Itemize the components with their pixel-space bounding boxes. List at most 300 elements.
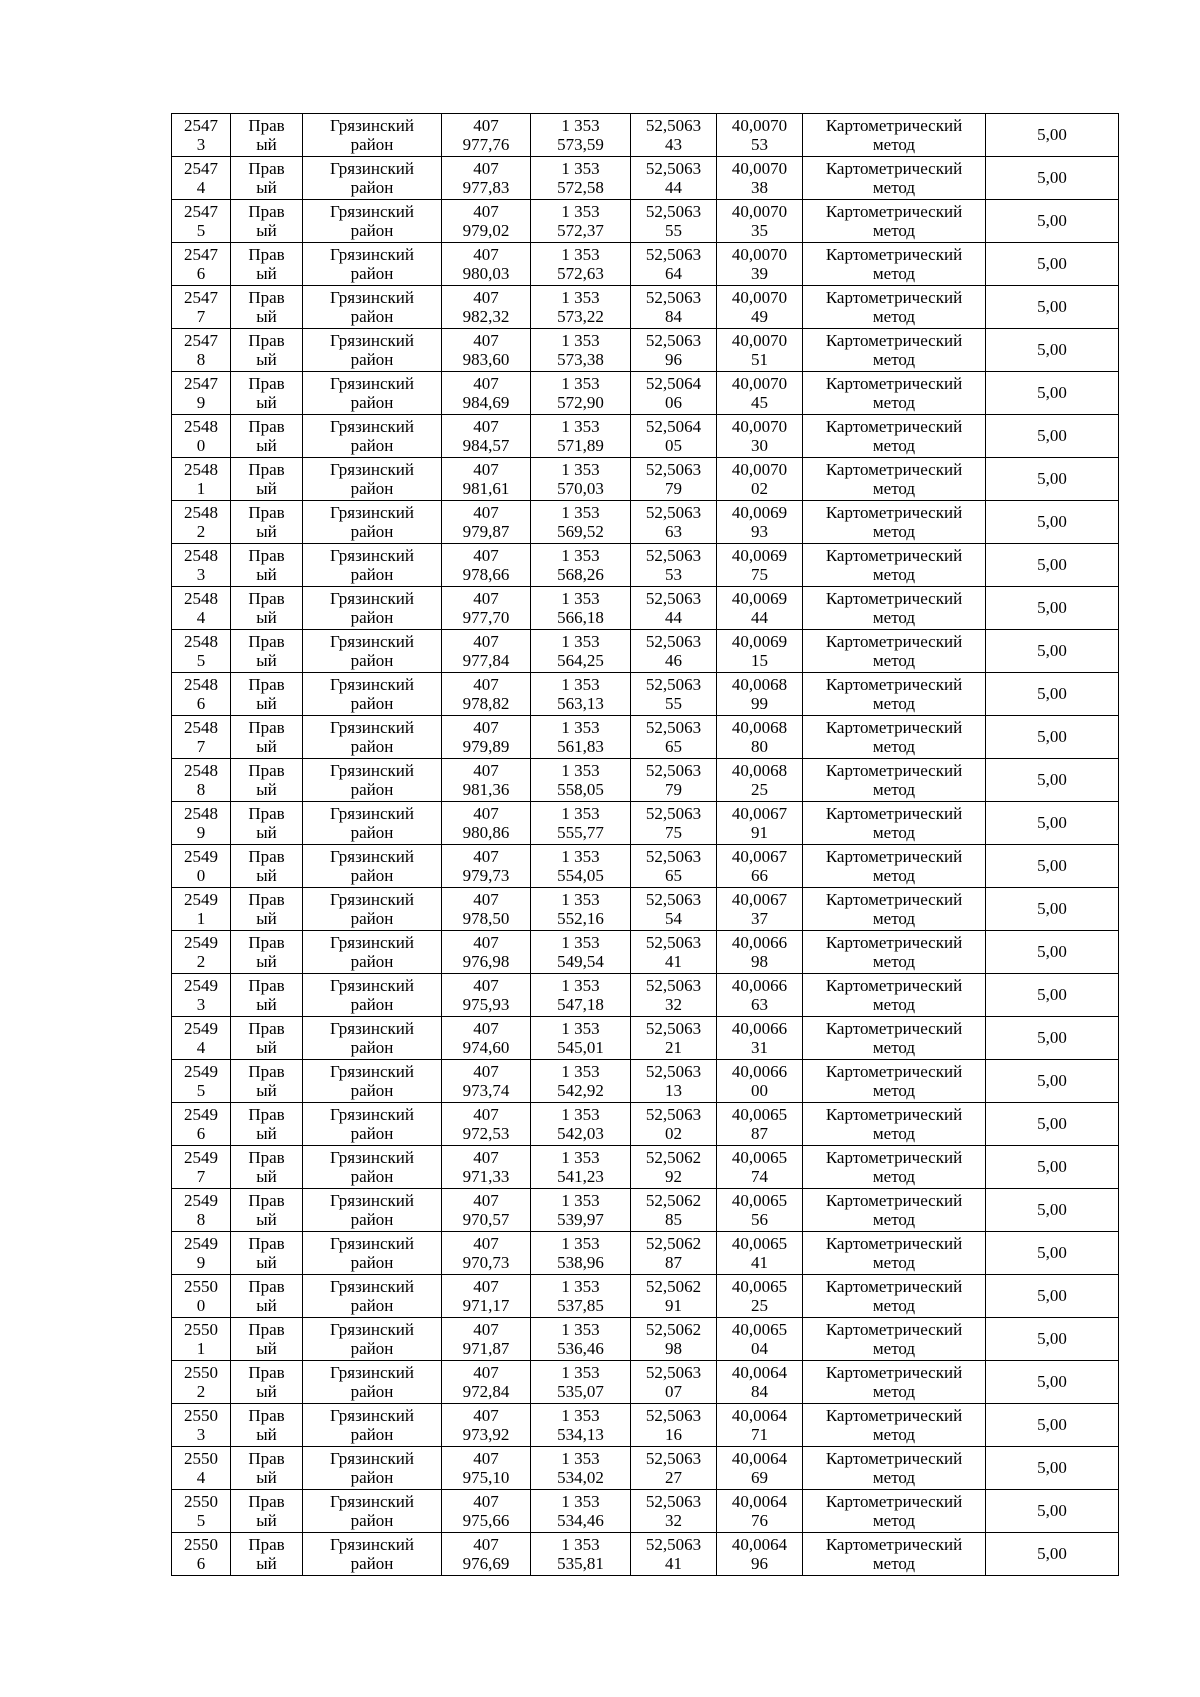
point-number-line: 9 (196, 823, 206, 842)
x-coordinate-line: 407 (473, 1362, 499, 1382)
y-coordinate-line: 572,90 (557, 393, 604, 412)
x-coordinate-line: 978,50 (462, 909, 510, 928)
district-line: район (350, 952, 394, 971)
point-number-cell (172, 501, 231, 544)
side-cell (231, 845, 303, 888)
y-coordinate-line: 542,92 (557, 1081, 604, 1100)
x-coordinate-cell (442, 329, 531, 372)
side-line: ый (256, 1468, 277, 1487)
side-line: ый (256, 780, 277, 799)
longitude-line: 40,0064 (731, 1448, 788, 1468)
accuracy-cell: 5,00 (986, 1361, 1119, 1404)
table-row (172, 1189, 1119, 1232)
accuracy-cell: 5,00 (986, 1490, 1119, 1533)
district-line: район (350, 995, 394, 1014)
y-coordinate-line: 1 353 (561, 1491, 600, 1511)
side-line: ый (256, 221, 277, 240)
side-line: Прав (248, 1362, 285, 1382)
longitude-line: 40,0064 (731, 1405, 788, 1425)
side-line: ый (256, 1253, 277, 1272)
district-cell (303, 157, 442, 200)
y-coordinate-line: 572,37 (557, 221, 604, 240)
point-number-line: 2547 (184, 287, 218, 307)
point-number-line: 2548 (184, 760, 218, 780)
district-cell (303, 501, 442, 544)
point-number-cell (172, 1490, 231, 1533)
longitude-line: 93 (751, 522, 768, 541)
y-coordinate-line: 542,03 (557, 1124, 604, 1143)
side-line: Прав (248, 545, 285, 565)
point-number-line: 2548 (184, 631, 218, 651)
point-number-cell (172, 888, 231, 931)
point-number-cell (172, 673, 231, 716)
x-coordinate-line: 407 (473, 1147, 499, 1167)
method-cell (803, 587, 986, 630)
side-line: Прав (248, 846, 285, 866)
point-number-line: 2549 (184, 932, 218, 952)
table-row (172, 544, 1119, 587)
district-cell (303, 630, 442, 673)
district-line: район (350, 1554, 394, 1573)
accuracy-cell: 5,00 (986, 114, 1119, 157)
longitude-line: 40,0065 (731, 1233, 788, 1253)
side-line: ый (256, 1124, 277, 1143)
side-line: ый (256, 565, 277, 584)
y-coordinate-line: 1 353 (561, 1233, 600, 1253)
latitude-cell (631, 587, 717, 630)
side-line: Прав (248, 803, 285, 823)
latitude-cell (631, 1404, 717, 1447)
district-line: Грязинский (330, 416, 414, 436)
x-coordinate-line: 407 (473, 631, 499, 651)
district-cell (303, 931, 442, 974)
y-coordinate-line: 1 353 (561, 846, 600, 866)
table-row (172, 888, 1119, 931)
point-number-line: 2550 (184, 1362, 218, 1382)
latitude-line: 96 (665, 350, 682, 369)
latitude-line: 52,5063 (645, 1491, 702, 1511)
x-coordinate-cell (442, 1146, 531, 1189)
longitude-line: 40,0067 (731, 803, 788, 823)
y-coordinate-line: 537,85 (557, 1296, 604, 1315)
point-number-cell (172, 587, 231, 630)
latitude-line: 41 (665, 1554, 682, 1573)
latitude-line: 27 (665, 1468, 682, 1487)
latitude-line: 55 (665, 221, 682, 240)
district-line: Грязинский (330, 1276, 414, 1296)
latitude-line: 52,5063 (645, 975, 702, 995)
side-cell (231, 114, 303, 157)
method-line: Картометрический (825, 588, 963, 608)
method-cell (803, 286, 986, 329)
method-line: Картометрический (825, 502, 963, 522)
point-number-cell (172, 544, 231, 587)
x-coordinate-line: 407 (473, 1534, 499, 1554)
accuracy-cell: 5,00 (986, 1232, 1119, 1275)
latitude-line: 13 (665, 1081, 682, 1100)
district-cell (303, 974, 442, 1017)
method-cell (803, 1447, 986, 1490)
y-coordinate-cell (531, 1533, 631, 1576)
side-cell (231, 1103, 303, 1146)
latitude-line: 52,5063 (645, 158, 702, 178)
longitude-line: 40,0070 (731, 115, 788, 135)
method-line: Картометрический (825, 459, 963, 479)
point-number-line: 2547 (184, 330, 218, 350)
district-line: район (350, 350, 394, 369)
x-coordinate-line: 977,76 (462, 135, 510, 154)
side-cell (231, 415, 303, 458)
table-row (172, 1404, 1119, 1447)
latitude-cell (631, 1189, 717, 1232)
longitude-line: 41 (751, 1253, 768, 1272)
point-number-line: 2548 (184, 803, 218, 823)
district-line: район (350, 1468, 394, 1487)
point-number-cell (172, 372, 231, 415)
latitude-line: 32 (665, 1511, 682, 1530)
table-row (172, 372, 1119, 415)
point-number-line: 4 (196, 1468, 206, 1487)
point-number-line: 2549 (184, 1018, 218, 1038)
latitude-line: 43 (665, 135, 682, 154)
y-coordinate-cell (531, 1103, 631, 1146)
longitude-line: 40,0070 (731, 416, 788, 436)
point-number-line: 3 (196, 995, 206, 1014)
x-coordinate-cell (442, 1060, 531, 1103)
y-coordinate-line: 573,59 (557, 135, 604, 154)
point-number-cell (172, 1404, 231, 1447)
district-line: Грязинский (330, 1147, 414, 1167)
district-line: Грязинский (330, 502, 414, 522)
district-line: Грязинский (330, 1534, 414, 1554)
method-line: Картометрический (825, 287, 963, 307)
point-number-line: 6 (196, 264, 206, 283)
method-cell (803, 716, 986, 759)
y-coordinate-cell (531, 759, 631, 802)
side-line: ый (256, 178, 277, 197)
y-coordinate-line: 1 353 (561, 158, 600, 178)
point-number-cell (172, 114, 231, 157)
district-cell (303, 888, 442, 931)
latitude-line: 64 (665, 264, 682, 283)
y-coordinate-line: 564,25 (557, 651, 604, 670)
latitude-line: 06 (665, 393, 682, 412)
latitude-cell (631, 888, 717, 931)
latitude-line: 52,5063 (645, 545, 702, 565)
latitude-cell (631, 1275, 717, 1318)
district-cell (303, 1103, 442, 1146)
method-line: Картометрический (825, 1104, 963, 1124)
latitude-line: 07 (665, 1382, 682, 1401)
y-coordinate-line: 1 353 (561, 1061, 600, 1081)
y-coordinate-cell (531, 888, 631, 931)
table-row (172, 286, 1119, 329)
y-coordinate-line: 1 353 (561, 1534, 600, 1554)
y-coordinate-line: 1 353 (561, 588, 600, 608)
district-cell (303, 458, 442, 501)
method-line: метод (872, 1124, 916, 1143)
method-line: Картометрический (825, 1061, 963, 1081)
y-coordinate-line: 1 353 (561, 1190, 600, 1210)
latitude-cell (631, 974, 717, 1017)
x-coordinate-cell (442, 931, 531, 974)
method-cell (803, 1060, 986, 1103)
longitude-line: 40,0070 (731, 201, 788, 221)
district-line: район (350, 221, 394, 240)
district-line: район (350, 1253, 394, 1272)
y-coordinate-line: 534,46 (557, 1511, 604, 1530)
district-line: Грязинский (330, 717, 414, 737)
x-coordinate-line: 407 (473, 1190, 499, 1210)
point-number-cell (172, 630, 231, 673)
x-coordinate-line: 983,60 (462, 350, 510, 369)
point-number-line: 9 (196, 1253, 206, 1272)
accuracy-cell: 5,00 (986, 716, 1119, 759)
method-cell (803, 372, 986, 415)
point-number-cell (172, 716, 231, 759)
side-line: Прав (248, 1534, 285, 1554)
latitude-line: 16 (665, 1425, 682, 1444)
district-cell (303, 243, 442, 286)
y-coordinate-line: 534,02 (557, 1468, 604, 1487)
longitude-cell (717, 587, 803, 630)
point-number-line: 2550 (184, 1319, 218, 1339)
longitude-line: 04 (751, 1339, 768, 1358)
y-coordinate-line: 1 353 (561, 1405, 600, 1425)
accuracy-cell: 5,00 (986, 931, 1119, 974)
longitude-line: 02 (751, 479, 768, 498)
point-number-line: 7 (196, 307, 206, 326)
side-line: Прав (248, 459, 285, 479)
y-coordinate-line: 536,46 (557, 1339, 604, 1358)
point-number-line: 2549 (184, 1233, 218, 1253)
district-cell (303, 587, 442, 630)
accuracy-cell: 5,00 (986, 673, 1119, 716)
point-number-cell (172, 200, 231, 243)
district-cell (303, 1533, 442, 1576)
point-number-line: 5 (196, 1081, 206, 1100)
latitude-line: 46 (665, 651, 682, 670)
point-number-line: 1 (196, 909, 206, 928)
x-coordinate-line: 407 (473, 1018, 499, 1038)
side-line: Прав (248, 373, 285, 393)
x-coordinate-line: 407 (473, 244, 499, 264)
accuracy-cell: 5,00 (986, 329, 1119, 372)
side-line: ый (256, 1167, 277, 1186)
x-coordinate-line: 979,89 (462, 737, 510, 756)
longitude-line: 40,0070 (731, 287, 788, 307)
method-cell (803, 845, 986, 888)
district-line: район (350, 522, 394, 541)
method-cell (803, 544, 986, 587)
point-number-line: 6 (196, 1124, 206, 1143)
side-line: Прав (248, 1061, 285, 1081)
latitude-line: 52,5063 (645, 287, 702, 307)
table-row (172, 243, 1119, 286)
table-row (172, 1146, 1119, 1189)
table-row (172, 114, 1119, 157)
x-coordinate-cell (442, 974, 531, 1017)
method-line: Картометрический (825, 1190, 963, 1210)
point-number-cell (172, 1103, 231, 1146)
y-coordinate-cell (531, 415, 631, 458)
latitude-cell (631, 1146, 717, 1189)
point-number-line: 2549 (184, 975, 218, 995)
accuracy-cell: 5,00 (986, 759, 1119, 802)
y-coordinate-line: 566,18 (557, 608, 604, 627)
table-row (172, 931, 1119, 974)
method-line: Картометрический (825, 545, 963, 565)
method-line: метод (872, 522, 916, 541)
point-number-line: 1 (196, 1339, 206, 1358)
x-coordinate-cell (442, 1490, 531, 1533)
accuracy-cell: 5,00 (986, 1017, 1119, 1060)
latitude-cell (631, 1318, 717, 1361)
latitude-line: 52,5062 (645, 1147, 702, 1167)
longitude-line: 80 (751, 737, 768, 756)
accuracy-cell: 5,00 (986, 1275, 1119, 1318)
x-coordinate-line: 407 (473, 588, 499, 608)
y-coordinate-cell (531, 630, 631, 673)
district-line: район (350, 1210, 394, 1229)
longitude-cell (717, 1490, 803, 1533)
side-line: ый (256, 1210, 277, 1229)
method-cell (803, 1275, 986, 1318)
x-coordinate-line: 979,73 (462, 866, 510, 885)
latitude-line: 52,5063 (645, 674, 702, 694)
x-coordinate-line: 407 (473, 330, 499, 350)
latitude-cell (631, 243, 717, 286)
longitude-line: 40,0068 (731, 674, 788, 694)
longitude-line: 40,0065 (731, 1147, 788, 1167)
longitude-line: 66 (751, 866, 768, 885)
point-number-cell (172, 1060, 231, 1103)
x-coordinate-line: 975,93 (462, 995, 510, 1014)
district-cell (303, 329, 442, 372)
district-line: Грязинский (330, 760, 414, 780)
side-cell (231, 458, 303, 501)
accuracy-cell: 5,00 (986, 286, 1119, 329)
district-line: район (350, 694, 394, 713)
x-coordinate-line: 973,92 (462, 1425, 510, 1444)
method-cell (803, 200, 986, 243)
accuracy-cell: 5,00 (986, 157, 1119, 200)
x-coordinate-cell (442, 759, 531, 802)
point-number-line: 2 (196, 1382, 206, 1401)
side-line: Прав (248, 1190, 285, 1210)
longitude-line: 25 (751, 780, 768, 799)
side-line: Прав (248, 760, 285, 780)
method-line: метод (872, 823, 916, 842)
side-line: ый (256, 866, 277, 885)
point-number-line: 2547 (184, 201, 218, 221)
side-cell (231, 931, 303, 974)
longitude-cell (717, 415, 803, 458)
side-cell (231, 759, 303, 802)
point-number-cell (172, 802, 231, 845)
side-cell (231, 1404, 303, 1447)
x-coordinate-cell (442, 630, 531, 673)
method-cell (803, 114, 986, 157)
x-coordinate-line: 981,61 (462, 479, 510, 498)
point-number-line: 2548 (184, 674, 218, 694)
point-number-line: 2548 (184, 416, 218, 436)
x-coordinate-line: 978,66 (462, 565, 510, 584)
y-coordinate-cell (531, 587, 631, 630)
method-line: метод (872, 737, 916, 756)
latitude-line: 54 (665, 909, 682, 928)
method-cell (803, 673, 986, 716)
longitude-cell (717, 1232, 803, 1275)
latitude-line: 52,5063 (645, 889, 702, 909)
longitude-cell (717, 458, 803, 501)
latitude-line: 92 (665, 1167, 682, 1186)
latitude-line: 52,5063 (645, 1104, 702, 1124)
district-line: район (350, 1038, 394, 1057)
latitude-line: 52,5063 (645, 631, 702, 651)
method-line: метод (872, 608, 916, 627)
method-line: Картометрический (825, 889, 963, 909)
x-coordinate-cell (442, 243, 531, 286)
method-line: Картометрический (825, 330, 963, 350)
side-cell (231, 243, 303, 286)
longitude-line: 40,0066 (731, 975, 788, 995)
latitude-line: 52,5062 (645, 1233, 702, 1253)
x-coordinate-line: 407 (473, 1276, 499, 1296)
longitude-cell (717, 1361, 803, 1404)
side-cell (231, 802, 303, 845)
point-number-cell (172, 1232, 231, 1275)
table-row (172, 157, 1119, 200)
side-cell (231, 673, 303, 716)
side-line: Прав (248, 287, 285, 307)
method-cell (803, 1017, 986, 1060)
district-line: Грязинский (330, 330, 414, 350)
x-coordinate-line: 984,69 (462, 393, 510, 412)
method-line: метод (872, 1081, 916, 1100)
y-coordinate-cell (531, 1361, 631, 1404)
side-line: ый (256, 135, 277, 154)
method-cell (803, 1103, 986, 1146)
method-line: Картометрический (825, 1018, 963, 1038)
method-line: метод (872, 1511, 916, 1530)
latitude-cell (631, 329, 717, 372)
y-coordinate-cell (531, 1232, 631, 1275)
method-cell (803, 759, 986, 802)
longitude-line: 35 (751, 221, 768, 240)
longitude-line: 40,0065 (731, 1190, 788, 1210)
side-line: ый (256, 264, 277, 283)
point-number-line: 2 (196, 522, 206, 541)
point-number-line: 8 (196, 780, 206, 799)
table-row (172, 1275, 1119, 1318)
district-line: район (350, 780, 394, 799)
district-line: Грязинский (330, 803, 414, 823)
point-number-cell (172, 286, 231, 329)
latitude-line: 98 (665, 1339, 682, 1358)
y-coordinate-line: 549,54 (557, 952, 604, 971)
side-line: ый (256, 436, 277, 455)
y-coordinate-line: 538,96 (557, 1253, 604, 1272)
y-coordinate-line: 1 353 (561, 502, 600, 522)
side-cell (231, 1060, 303, 1103)
latitude-cell (631, 372, 717, 415)
latitude-line: 52,5063 (645, 201, 702, 221)
point-number-cell (172, 759, 231, 802)
district-cell (303, 1490, 442, 1533)
side-line: ый (256, 995, 277, 1014)
longitude-line: 87 (751, 1124, 768, 1143)
